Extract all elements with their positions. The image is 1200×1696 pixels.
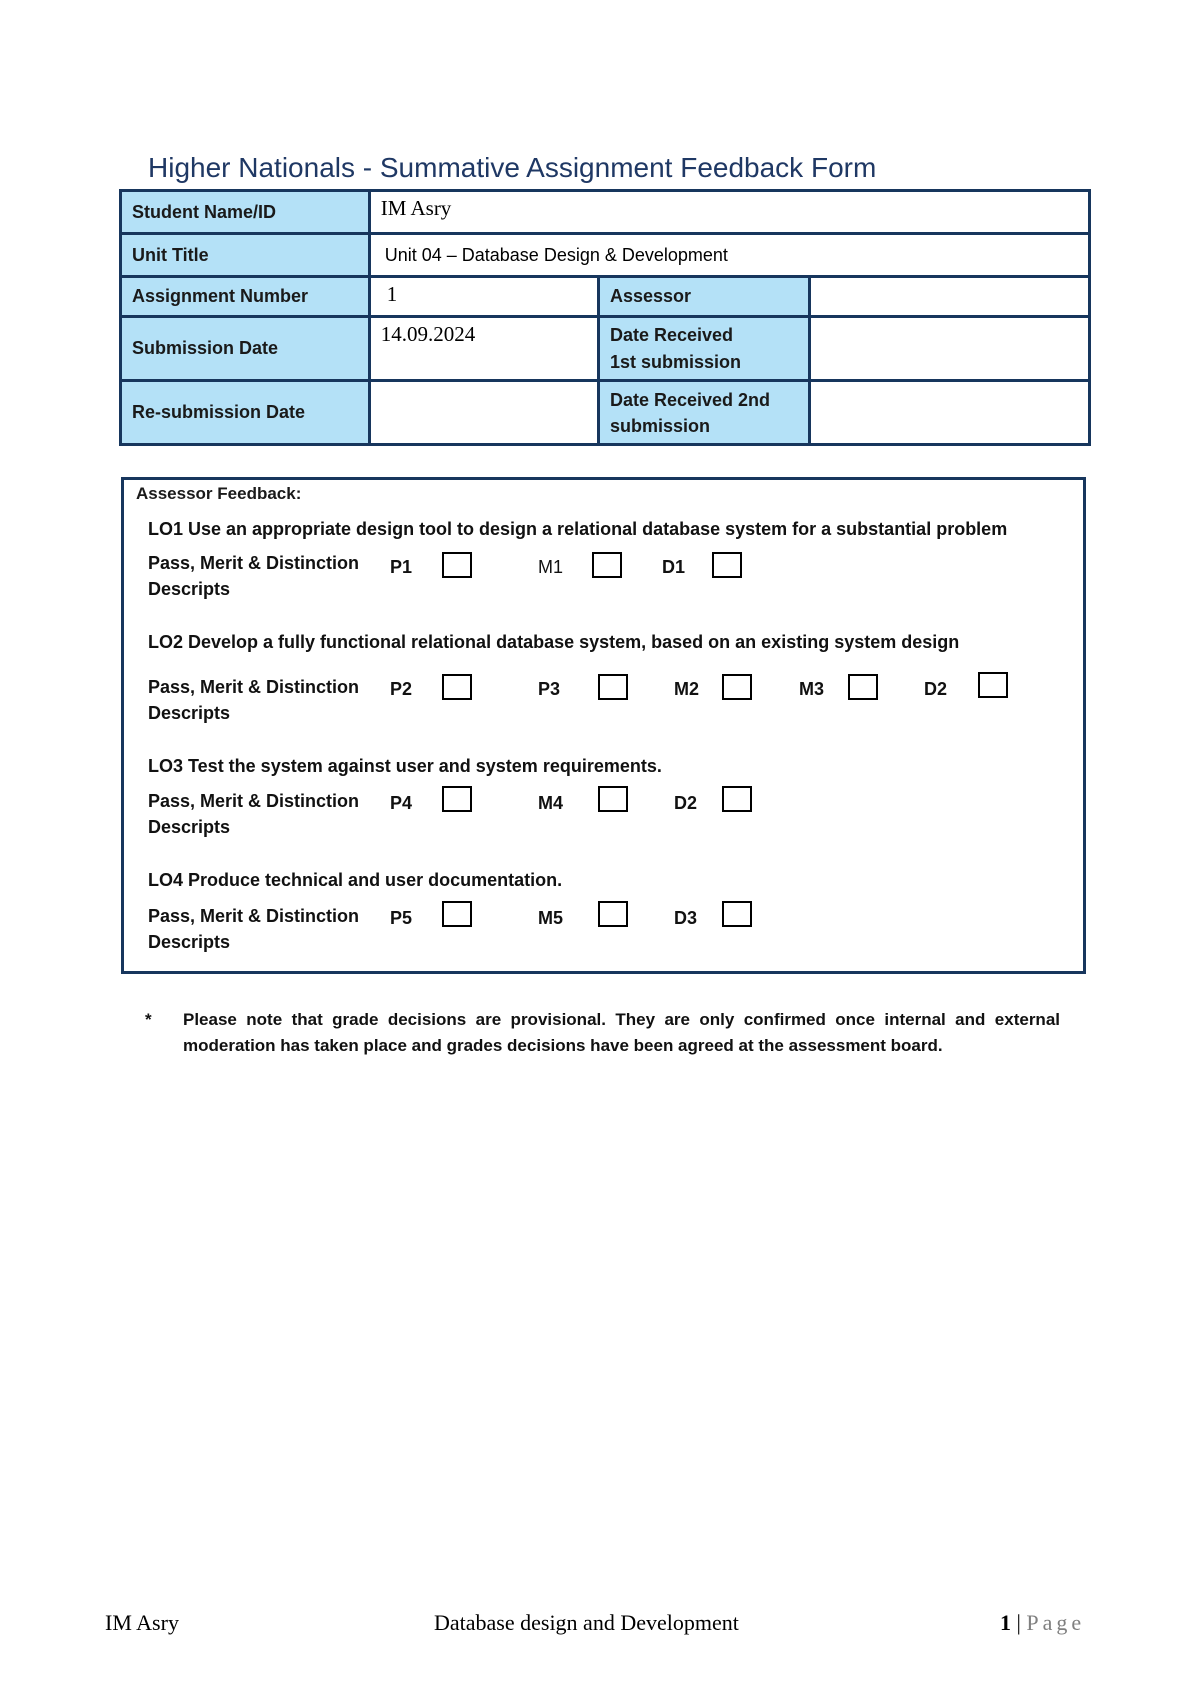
unit-title-label: Unit Title xyxy=(121,234,370,277)
lo2-p2-checkbox[interactable] xyxy=(442,674,472,700)
lo1-grade-label: D1 xyxy=(662,557,686,577)
lo3-grade-label: P4 xyxy=(390,793,413,813)
provisional-grade-note xyxy=(145,1007,1060,1059)
lo2-grade-label: M3 xyxy=(799,679,825,699)
footer-page xyxy=(1000,1610,1085,1636)
date-received-first-label: Date Received 1st submission xyxy=(598,317,809,381)
lo1-grade-label: M1 xyxy=(538,557,564,577)
lo1-d1-checkbox[interactable] xyxy=(712,552,742,578)
date-received-second-label: Date Received 2nd submission xyxy=(598,381,809,445)
unit-title-value[interactable]: Unit 04 – Database Design & Development xyxy=(369,234,1089,277)
form-title: Higher Nationals - Summative Assignment Feedback Form xyxy=(148,152,877,183)
lo4-d3-checkbox[interactable] xyxy=(722,901,752,927)
lo3-p4-checkbox[interactable] xyxy=(442,786,472,812)
footer-page-number: 1 xyxy=(1000,1610,1011,1635)
lo1-p1-checkbox[interactable] xyxy=(442,552,472,578)
lo2-grade-label: P2 xyxy=(390,679,413,699)
assessor-value[interactable] xyxy=(809,277,1089,317)
lo4-p5-checkbox[interactable] xyxy=(442,901,472,927)
resubmission-date-value[interactable] xyxy=(369,381,598,445)
lo2-p3-checkbox[interactable] xyxy=(598,674,628,700)
lo4-descripts-label: Pass, Merit & Distinction Descripts xyxy=(148,906,360,952)
lo2-m2-checkbox[interactable] xyxy=(722,674,752,700)
lo1-m1-checkbox[interactable] xyxy=(592,552,622,578)
assessor-feedback-heading: Assessor Feedback: xyxy=(136,484,302,503)
lo3-grade-label: M4 xyxy=(538,793,564,813)
date-received-first-value[interactable] xyxy=(809,317,1089,381)
note-text: Please note that grade decisions are provisional. They are only confirmed once internal and external moderation has taken place and grades decisions have been agreed at the assessment board. xyxy=(183,1010,1060,1055)
lo3-m4-checkbox[interactable] xyxy=(598,786,628,812)
lo4-grade-label: D3 xyxy=(674,908,698,928)
lo2-m3-checkbox[interactable] xyxy=(848,674,878,700)
lo4-grade-label: P5 xyxy=(390,908,413,928)
lo4-m5-checkbox[interactable] xyxy=(598,901,628,927)
date-received-second-value[interactable] xyxy=(809,381,1089,445)
lo2-grade-label: D2 xyxy=(924,679,948,699)
student-name-value[interactable]: IM Asry xyxy=(369,191,1089,234)
lo4-grade-label: M5 xyxy=(538,908,564,928)
lo2-d2-checkbox[interactable] xyxy=(978,672,1008,698)
lo2-descripts-label: Pass, Merit & Distinction Descripts xyxy=(148,677,360,723)
resubmission-date-label: Re-submission Date xyxy=(121,381,370,445)
footer-separator: | xyxy=(1016,1610,1021,1635)
lo3-grade-label: D2 xyxy=(674,793,698,813)
assignment-number-label: Assignment Number xyxy=(121,277,370,317)
lo3-title: LO3 Test the system against user and system requirements. xyxy=(148,756,662,776)
note-asterisk: * xyxy=(145,1010,152,1029)
assessor-label: Assessor xyxy=(598,277,809,317)
lo2-grade-label: P3 xyxy=(538,679,561,699)
submission-date-value[interactable]: 14.09.2024 xyxy=(369,317,598,381)
lo1-grade-label: P1 xyxy=(390,557,413,577)
footer-author: IM Asry xyxy=(105,1610,179,1635)
footer-page-word: Page xyxy=(1026,1610,1086,1635)
lo3-d2-checkbox[interactable] xyxy=(722,786,752,812)
lo3-descripts-label: Pass, Merit & Distinction Descripts xyxy=(148,791,360,837)
lo4-title: LO4 Produce technical and user documentation. xyxy=(148,870,563,890)
lo2-grade-label: M2 xyxy=(674,679,700,699)
lo2-title: LO2 Develop a fully functional relational database system, based on an existing system design xyxy=(148,632,960,652)
lo1-descripts-label: Pass, Merit & Distinction Descripts xyxy=(148,553,360,599)
assessor-feedback-box xyxy=(121,477,1086,974)
student-name-label: Student Name/ID xyxy=(121,191,370,234)
student-info-table xyxy=(119,189,1091,446)
submission-date-label: Submission Date xyxy=(121,317,370,381)
assignment-number-value[interactable]: 1 xyxy=(369,277,598,317)
lo1-title: LO1 Use an appropriate design tool to design a relational database system for a substantial problem xyxy=(148,519,1008,539)
footer-subject: Database design and Development xyxy=(434,1610,739,1635)
